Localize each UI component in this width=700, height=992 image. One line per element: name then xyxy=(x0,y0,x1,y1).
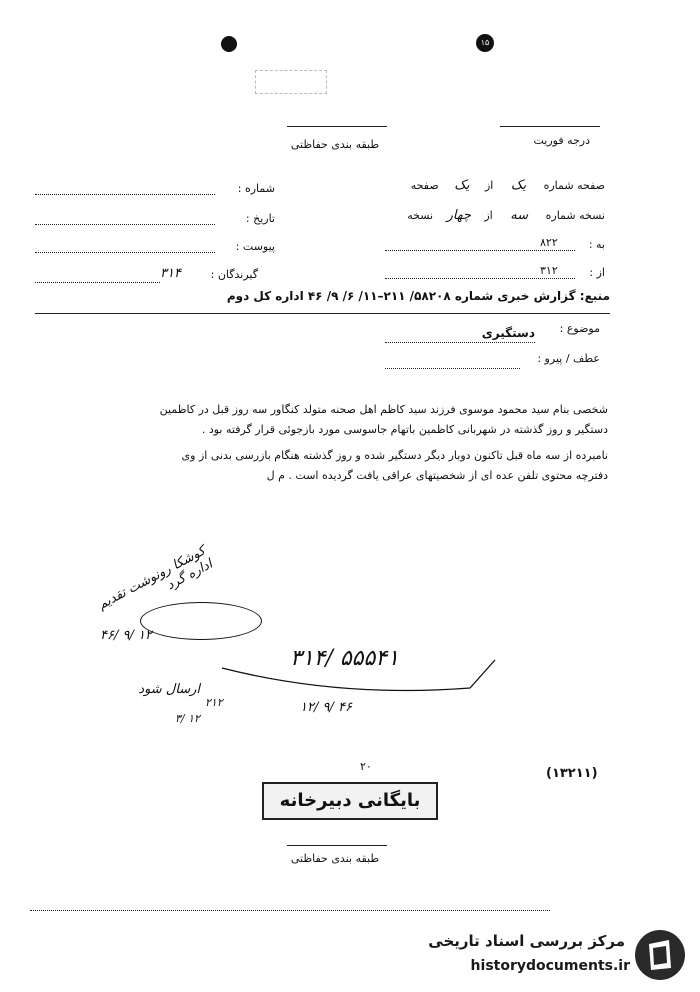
attachment-label: پیوست : xyxy=(235,240,275,253)
from-label: از : xyxy=(589,266,605,279)
handwritten-number: ۳۱۴/ ۵۵۵۴۱ xyxy=(290,646,399,671)
page-total: یک xyxy=(454,178,470,193)
attachment-line xyxy=(35,252,215,253)
body-line-2: دستگیر و روز گذشته در شهربانی کاظمین باتهام جاسوسی مورد بازجوئی قرار گرفته بود . xyxy=(201,423,608,436)
to-value: ۸۲۲ xyxy=(540,236,558,249)
watermark-logo-icon xyxy=(635,930,685,980)
handwritten-note-one-date: ۴۶/ ۹/ ۱۲ xyxy=(100,628,152,643)
copy-number: سه xyxy=(510,208,529,223)
page-badge-text: ۱۵ xyxy=(480,38,490,47)
classification-bottom-rule xyxy=(287,845,387,846)
copy-of: از xyxy=(484,209,493,222)
recipients-value: ۳۱۴ xyxy=(160,266,181,281)
to-line xyxy=(385,250,575,251)
source-line: منبع: گزارش خبری شماره ۵۸۲۰۸/ ۲۱۱–۱۱/ ۶/ ۹/ ۴۶ اداره کل دوم xyxy=(226,289,610,303)
archive-stamp-text: بایگانی دبیرخانه xyxy=(279,790,421,811)
page-prefix: صفحه شماره xyxy=(543,179,605,192)
classification-bottom: طبقه بندی حفاظتی xyxy=(290,852,380,865)
punch-hole xyxy=(221,36,237,52)
body-line-3: نامبرده از سه ماه قبل تاکنون دوبار دیگر دستگیر شده و روز گذشته هنگام بازرسی بدنی از وی xyxy=(181,449,608,462)
section-divider xyxy=(35,313,610,314)
handwritten-note-two-num: ۲۱۲ xyxy=(205,696,223,709)
number-label: شماره : xyxy=(237,182,275,195)
scan-noise-line xyxy=(30,910,550,911)
handwritten-number-date: ۱۲/ ۹/ ۴۶ xyxy=(300,700,352,715)
from-value: ۳۱۲ xyxy=(540,264,558,277)
copy-line xyxy=(370,208,605,223)
page-suffix: صفحه xyxy=(410,179,439,192)
handwritten-note-two: ارسال شود xyxy=(138,682,200,697)
copy-suffix: نسخه xyxy=(407,209,434,222)
header-noise xyxy=(255,70,327,94)
copy-total: چهار xyxy=(446,208,471,223)
to-label: به : xyxy=(588,238,605,251)
urgency-label: درجه فوریت xyxy=(533,134,590,147)
classification-top: طبقه بندی حفاظتی xyxy=(290,138,380,151)
number-line xyxy=(35,194,215,195)
copy-prefix: نسخه شماره xyxy=(545,209,605,222)
archive-stamp xyxy=(262,782,438,820)
reference-label: عطف / پیرو : xyxy=(537,352,600,365)
date-line xyxy=(35,224,215,225)
subject-line xyxy=(385,342,535,343)
from-line xyxy=(385,278,575,279)
reference-line xyxy=(385,368,520,369)
body-line-4: دفترچه محتوی تلفن عده ای از شخصیتهای عراقی یافت گردیده است . م ل xyxy=(266,469,608,482)
archive-number: (۱۳۲۱۱) xyxy=(546,766,598,781)
stamp-top-mark: ۲۰ xyxy=(360,760,372,773)
classification-top-rule xyxy=(287,126,387,127)
handwritten-circle xyxy=(140,602,262,640)
watermark-url: historydocuments.ir xyxy=(470,958,630,974)
subject-label: موضوع : xyxy=(559,322,600,335)
date-label: تاریخ : xyxy=(245,212,275,225)
urgency-rule xyxy=(500,126,600,127)
page-badge xyxy=(476,34,494,52)
handwritten-note-two-sub: ۳/ ۱۲ xyxy=(175,712,200,725)
body-line-1: شخصی بنام سید محمود موسوی فرزند سید کاظم اهل صحنه متولد کنگاور سه روز قبل در کاظمین xyxy=(159,403,608,416)
page-line xyxy=(370,178,605,193)
page-number: یک xyxy=(510,178,527,193)
watermark-org: مرکز بررسی اسناد تاریخی xyxy=(428,932,625,950)
body-text xyxy=(90,400,608,486)
page-of: از xyxy=(484,179,494,192)
subject-value: دستگیری xyxy=(481,326,535,340)
recipients-label: گیرندگان : xyxy=(210,268,258,281)
handwritten-note-one: کوشکا رونوشت تقدیم اداره گرد xyxy=(95,543,216,613)
watermark xyxy=(420,928,690,984)
recipients-line xyxy=(35,282,160,283)
